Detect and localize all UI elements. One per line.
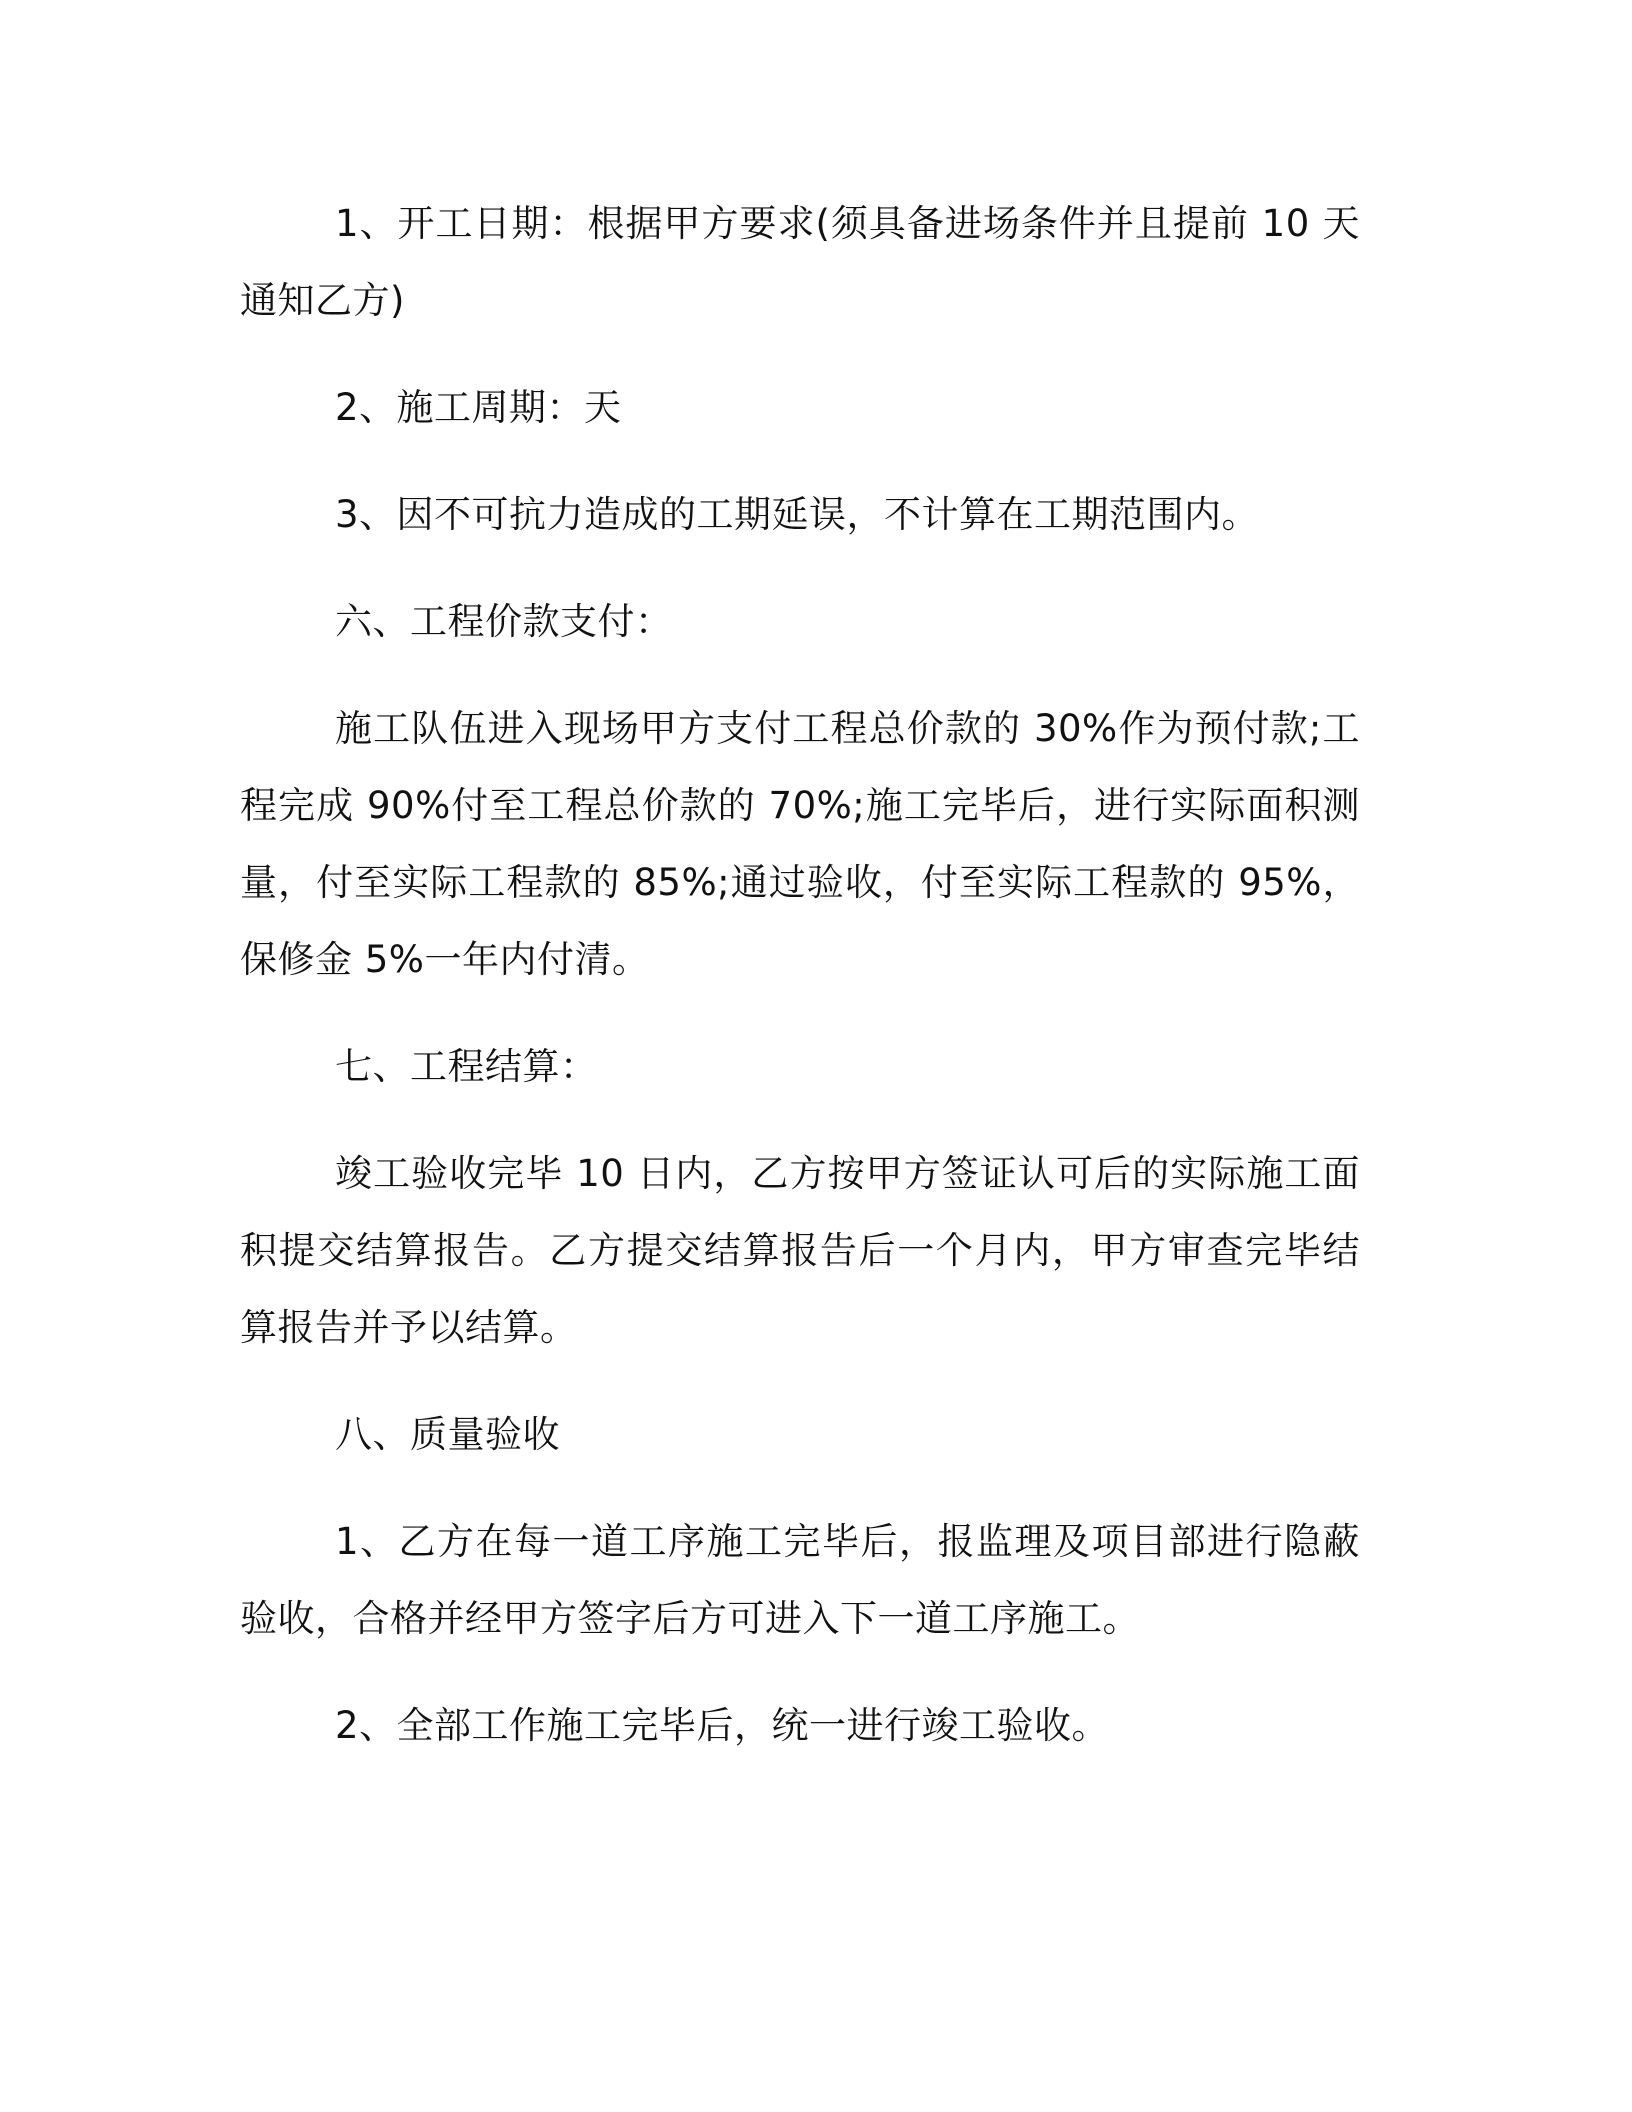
clause-force-majeure: 3、因不可抗力造成的工期延误，不计算在工期范围内。 — [335, 493, 1260, 536]
clause-payment-terms: 施工队伍进入现场甲方支付工程总价款的 30%作为预付款;工程完成 90%付至工程总价款的 70%;施工完毕后，进行实际面积测量，付至实际工程款的 85%;通过验收，付至实际工程款的 95%，保修金 5%一年内付清。 — [240, 707, 1360, 981]
clause-construction-period: 2、施工周期：天 — [335, 386, 622, 429]
clause-final-acceptance: 2、全部工作施工完毕后，统一进行竣工验收。 — [335, 1704, 1110, 1747]
document-body — [240, 185, 1360, 1794]
section-heading-quality-acceptance: 八、质量验收 — [335, 1413, 560, 1456]
section-heading-settlement: 七、工程结算： — [335, 1045, 598, 1088]
clause-start-date: 1、开工日期：根据甲方要求(须具备进场条件并且提前 10 天通知乙方) — [240, 202, 1360, 322]
clause-settlement-terms: 竣工验收完毕 10 日内，乙方按甲方签证认可后的实际施工面积提交结算报告。乙方提交结算报告后一个月内，甲方审查完毕结算报告并予以结算。 — [240, 1152, 1360, 1349]
section-heading-payment: 六、工程价款支付： — [335, 600, 673, 643]
clause-process-inspection: 1、乙方在每一道工序施工完毕后，报监理及项目部进行隐蔽验收，合格并经甲方签字后方可进入下一道工序施工。 — [240, 1520, 1360, 1640]
